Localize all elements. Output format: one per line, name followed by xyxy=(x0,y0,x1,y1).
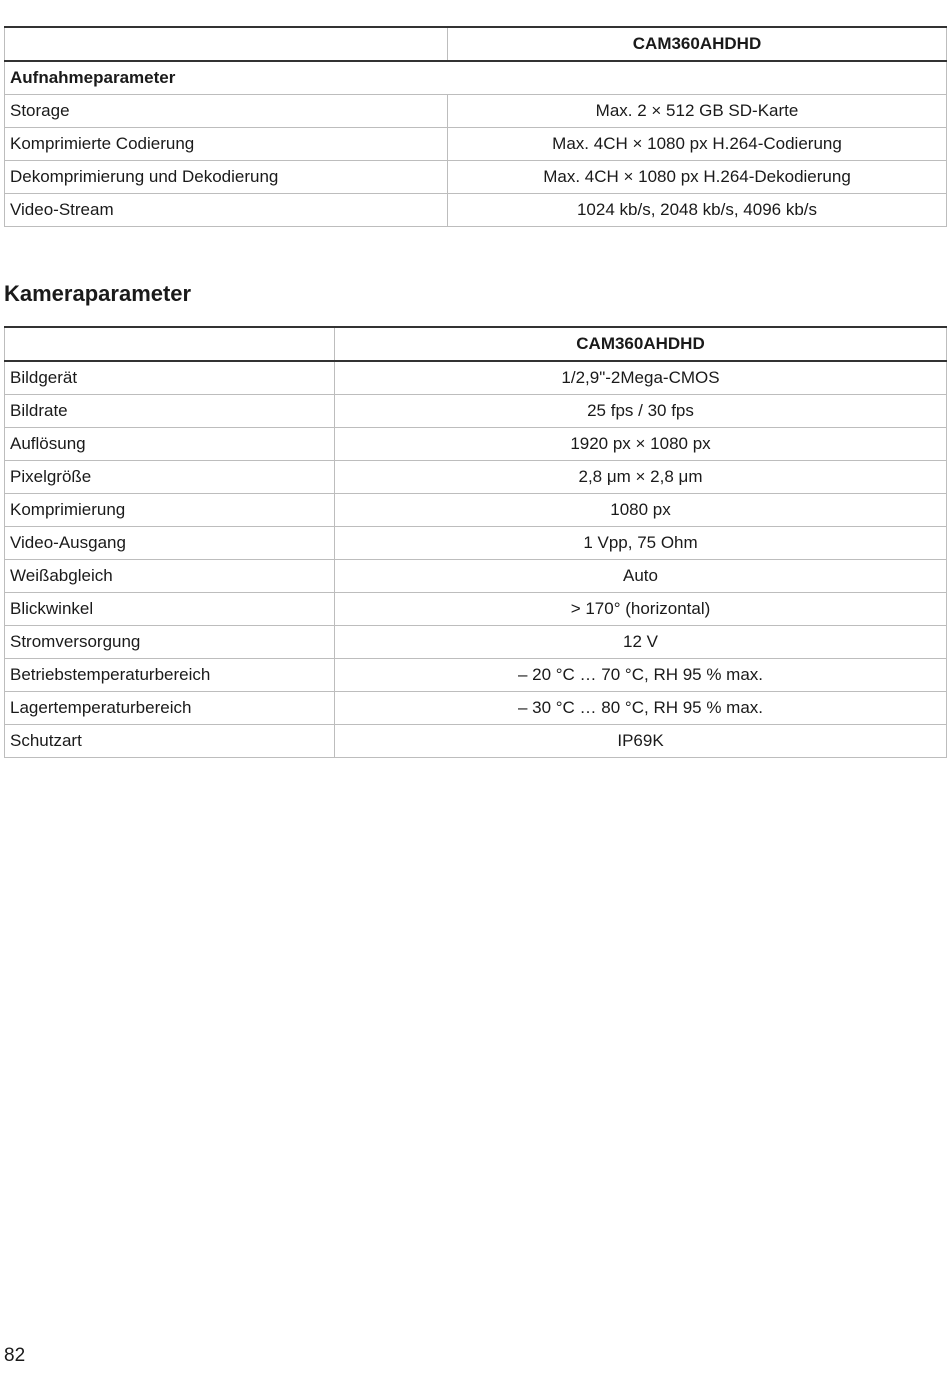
row-label: Blickwinkel xyxy=(5,592,335,625)
camera-parameters-table xyxy=(4,326,947,758)
header-model-cell: CAM360AHDHD xyxy=(335,327,947,361)
table-row xyxy=(5,160,947,193)
table-row xyxy=(5,193,947,226)
row-value: 1 Vpp, 75 Ohm xyxy=(335,526,947,559)
table-row xyxy=(5,394,947,427)
section-row xyxy=(5,61,947,94)
row-label: Schutzart xyxy=(5,724,335,757)
row-label: Komprimierung xyxy=(5,493,335,526)
row-label: Pixelgröße xyxy=(5,460,335,493)
table-row xyxy=(5,724,947,757)
row-value: 1024 kb/s, 2048 kb/s, 4096 kb/s xyxy=(448,193,947,226)
row-label: Storage xyxy=(5,94,448,127)
row-label: Weißabgleich xyxy=(5,559,335,592)
header-empty-cell xyxy=(5,27,448,61)
row-label: Bildrate xyxy=(5,394,335,427)
table-header-row xyxy=(5,327,947,361)
table-row xyxy=(5,592,947,625)
row-label: Lagertemperaturbereich xyxy=(5,691,335,724)
row-value: IP69K xyxy=(335,724,947,757)
section-heading: Aufnahmeparameter xyxy=(5,61,947,94)
table-row xyxy=(5,427,947,460)
table-row xyxy=(5,658,947,691)
row-label: Auflösung xyxy=(5,427,335,460)
table-row xyxy=(5,559,947,592)
row-label: Komprimierte Codierung xyxy=(5,127,448,160)
table-header-row xyxy=(5,27,947,61)
table-row xyxy=(5,625,947,658)
row-value: > 170° (horizontal) xyxy=(335,592,947,625)
table-row xyxy=(5,460,947,493)
row-value: Max. 4CH × 1080 px H.264-Dekodierung xyxy=(448,160,947,193)
row-value: Auto xyxy=(335,559,947,592)
header-empty-cell xyxy=(5,327,335,361)
row-label: Video-Ausgang xyxy=(5,526,335,559)
row-label: Bildgerät xyxy=(5,361,335,394)
row-label: Video-Stream xyxy=(5,193,448,226)
row-value: 1920 px × 1080 px xyxy=(335,427,947,460)
table-row xyxy=(5,526,947,559)
recording-parameters-table xyxy=(4,26,947,227)
row-label: Stromversorgung xyxy=(5,625,335,658)
table-row xyxy=(5,691,947,724)
table-row xyxy=(5,94,947,127)
row-value: – 20 °C … 70 °C, RH 95 % max. xyxy=(335,658,947,691)
row-value: 25 fps / 30 fps xyxy=(335,394,947,427)
row-value: – 30 °C … 80 °C, RH 95 % max. xyxy=(335,691,947,724)
row-value: 2,8 μm × 2,8 μm xyxy=(335,460,947,493)
table-row xyxy=(5,361,947,394)
camera-section-title: Kameraparameter xyxy=(4,281,192,306)
row-label: Dekomprimierung und Dekodierung xyxy=(5,160,448,193)
row-value: 12 V xyxy=(335,625,947,658)
page-number: 82 xyxy=(4,1345,26,1366)
row-value: 1/2,9"-2Mega-CMOS xyxy=(335,361,947,394)
row-value: Max. 2 × 512 GB SD-Karte xyxy=(448,94,947,127)
row-value: 1080 px xyxy=(335,493,947,526)
row-value: Max. 4CH × 1080 px H.264-Codierung xyxy=(448,127,947,160)
header-model-cell: CAM360AHDHD xyxy=(448,27,947,61)
table-row xyxy=(5,493,947,526)
table-row xyxy=(5,127,947,160)
row-label: Betriebstemperaturbereich xyxy=(5,658,335,691)
